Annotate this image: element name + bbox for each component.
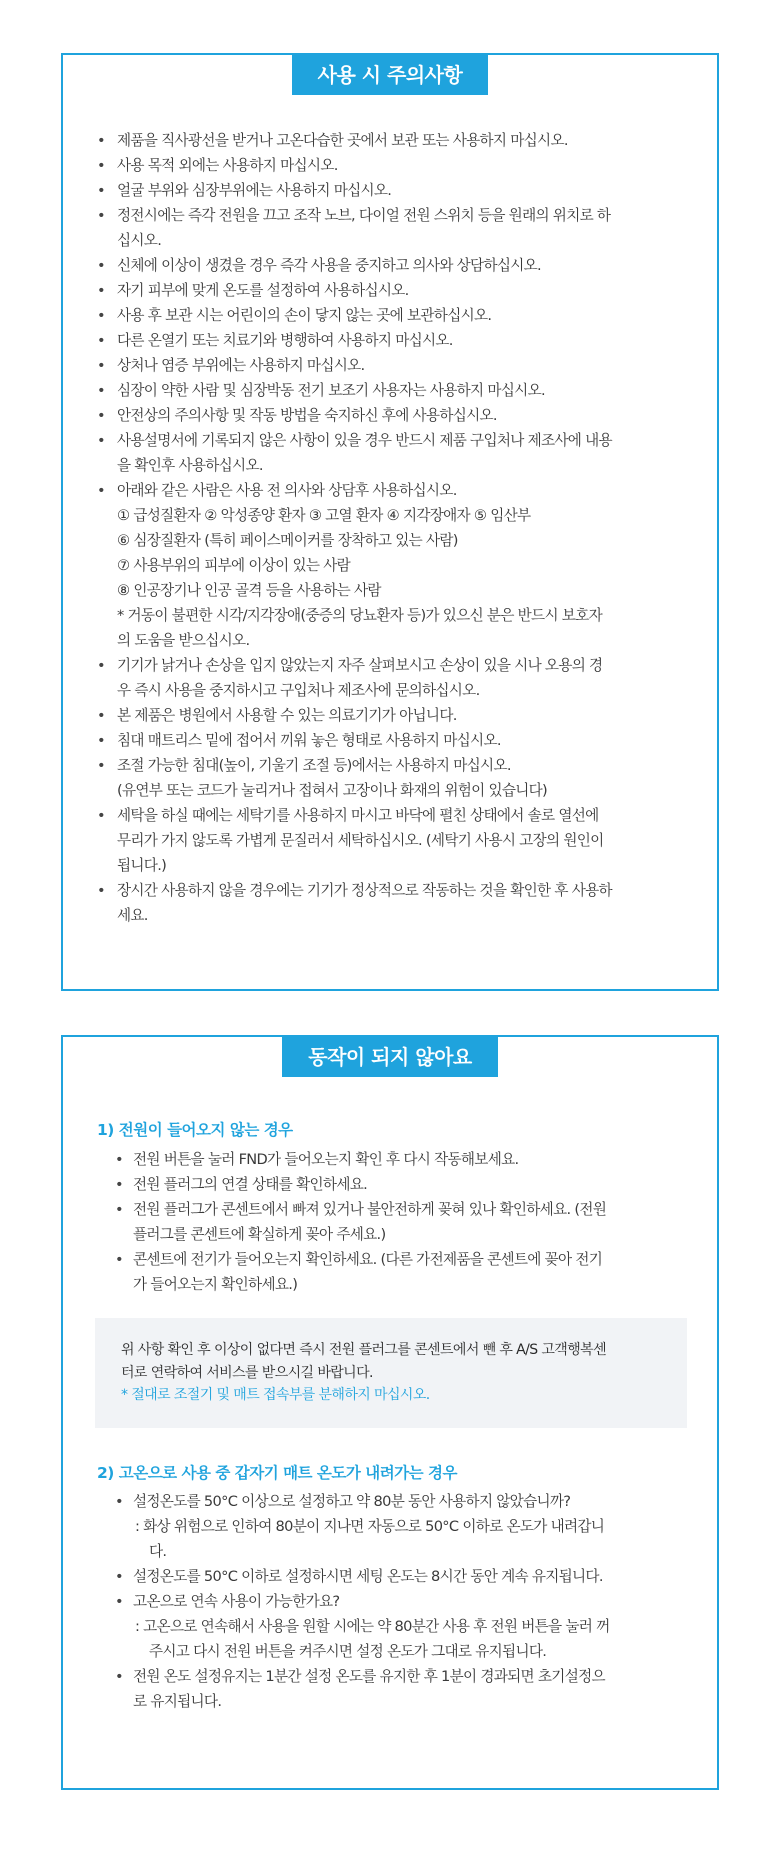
power-issue-heading: 1) 전원이 들어오지 않는 경우 xyxy=(97,1121,293,1139)
list-item: • 사용 목적 외에는 사용하지 마십시오. xyxy=(93,153,693,178)
list-item: • 전원 온도 설정유지는 1분간 설정 온도를 유지한 후 1분이 경과되면 초기설정으 xyxy=(115,1664,695,1689)
precautions-section xyxy=(61,53,719,991)
list-item: • 자기 피부에 맞게 온도를 설정하여 사용하십시오. xyxy=(93,278,693,303)
temp-drop-list xyxy=(115,1489,695,1714)
list-item: • 침대 매트리스 밑에 접어서 끼워 놓은 형태로 사용하지 마십시오. xyxy=(93,728,693,753)
list-item: • 전원 플러그가 콘센트에서 빠져 있거나 불안전하게 꽂혀 있나 확인하세요. (전원 xyxy=(115,1197,695,1222)
list-item-continuation: 의 도움을 받으십시오. xyxy=(117,632,250,649)
list-item: • 다른 온열기 또는 치료기와 병행하여 사용하지 마십시오. xyxy=(93,328,693,353)
list-item-continuation: 우 즉시 사용을 중지하시고 구입처나 제조사에 문의하십시오. xyxy=(117,682,480,699)
list-item: • 전원 플러그의 연결 상태를 확인하세요. xyxy=(115,1172,695,1197)
list-item: • 장시간 사용하지 않을 경우에는 기기가 정상적으로 작동하는 것을 확인한 후 사용하 xyxy=(93,878,693,903)
list-item: • 정전시에는 즉각 전원을 끄고 조작 노브, 다이얼 전원 스위치 등을 원래의 위치로 하 xyxy=(93,203,693,228)
power-issue-list xyxy=(115,1147,695,1297)
list-item: • 본 제품은 병원에서 사용할 수 있는 의료기기가 아닙니다. xyxy=(93,703,693,728)
list-item: • 고온으로 연속 사용이 가능한가요? xyxy=(115,1589,695,1614)
list-item: • 제품을 직사광선을 받거나 고온다습한 곳에서 보관 또는 사용하지 마십시오. xyxy=(93,128,693,153)
notice-line-1: 위 사항 확인 후 이상이 없다면 즉시 전원 플러그를 콘센트에서 뺀 후 A/S 고객행복센 xyxy=(121,1342,606,1358)
list-item: • 조절 가능한 침대(높이, 기울기 조절 등)에서는 사용하지 마십시오. xyxy=(93,753,693,778)
troubleshooting-title: 동작이 되지 않아요 xyxy=(282,1037,498,1077)
service-notice xyxy=(95,1318,687,1428)
list-item-continuation: 무리가 가지 않도록 가볍게 문질러서 세탁하십시오. (세탁기 사용시 고장의 원인이 xyxy=(117,832,604,849)
list-item-continuation: 십시오. xyxy=(117,232,162,249)
precautions-list xyxy=(93,128,693,928)
list-item-continuation: 로 유지됩니다. xyxy=(133,1693,222,1710)
notice-line-2: 터로 연락하여 서비스를 받으시길 바랍니다. xyxy=(121,1364,373,1381)
list-item-continuation: 세요. xyxy=(117,907,148,924)
list-item: • 안전상의 주의사항 및 작동 방법을 숙지하신 후에 사용하십시오. xyxy=(93,403,693,428)
list-item-continuation: ① 급성질환자 ② 악성종양 환자 ③ 고열 환자 ④ 지각장애자 ⑤ 임산부 xyxy=(117,507,531,524)
list-item: • 상처나 염증 부위에는 사용하지 마십시오. xyxy=(93,353,693,378)
list-item-continuation: : 화상 위험으로 인하여 80분이 지나면 자동으로 50°C 이하로 온도가 내려갑니 xyxy=(135,1518,605,1535)
notice-warning: * 절대로 조절기 및 매트 접속부를 분해하지 마십시오. xyxy=(121,1387,430,1403)
list-item-continuation: * 거동이 불편한 시각/지각장애(중증의 당뇨환자 등)가 있으신 분은 반드시 보호자 xyxy=(117,607,602,624)
list-item-continuation: 플러그를 콘센트에 확실하게 꽂아 주세요.) xyxy=(133,1226,386,1243)
list-item: • 세탁을 하실 때에는 세탁기를 사용하지 마시고 바닥에 펼친 상태에서 솔로 열선에 xyxy=(93,803,693,828)
list-item: • 사용설명서에 기록되지 않은 사항이 있을 경우 반드시 제품 구입처나 제조사에 내용 xyxy=(93,428,693,453)
list-item-continuation: (유연부 또는 코드가 눌리거나 접혀서 고장이나 화재의 위험이 있습니다) xyxy=(117,782,548,799)
list-item: • 신체에 이상이 생겼을 경우 즉각 사용을 중지하고 의사와 상담하십시오. xyxy=(93,253,693,278)
list-item-continuation: 가 들어오는지 확인하세요.) xyxy=(133,1276,298,1293)
list-item-continuation: ⑥ 심장질환자 (특히 페이스메이커를 장착하고 있는 사람) xyxy=(117,532,458,549)
list-item-continuation: 다. xyxy=(149,1543,167,1560)
list-item-continuation: ⑧ 인공장기나 인공 골격 등을 사용하는 사람 xyxy=(117,582,381,599)
list-item: • 설정온도를 50°C 이상으로 설정하고 약 80분 동안 사용하지 않았습니까? xyxy=(115,1489,695,1514)
precautions-title: 사용 시 주의사항 xyxy=(292,55,488,95)
list-item: • 콘센트에 전기가 들어오는지 확인하세요. (다른 가전제품을 콘센트에 꽂아 전기 xyxy=(115,1247,695,1272)
list-item: • 전원 버튼을 눌러 FND가 들어오는지 확인 후 다시 작동해보세요. xyxy=(115,1147,695,1172)
list-item-continuation: 을 확인후 사용하십시오. xyxy=(117,457,263,474)
list-item: • 얼굴 부위와 심장부위에는 사용하지 마십시오. xyxy=(93,178,693,203)
list-item-continuation: : 고온으로 연속해서 사용을 원할 시에는 약 80분간 사용 후 전원 버튼을 눌러 꺼 xyxy=(135,1618,610,1635)
list-item: • 사용 후 보관 시는 어린이의 손이 닿지 않는 곳에 보관하십시오. xyxy=(93,303,693,328)
list-item: • 기기가 낡거나 손상을 입지 않았는지 자주 살펴보시고 손상이 있을 시나 오용의 경 xyxy=(93,653,693,678)
list-item-continuation: 주시고 다시 전원 버튼을 켜주시면 설정 온도가 그대로 유지됩니다. xyxy=(149,1643,547,1660)
list-item: • 심장이 약한 사람 및 심장박동 전기 보조기 사용자는 사용하지 마십시오. xyxy=(93,378,693,403)
list-item: • 설정온도를 50°C 이하로 설정하시면 세팅 온도는 8시간 동안 계속 유지됩니다. xyxy=(115,1564,695,1589)
troubleshooting-section xyxy=(61,1035,719,1790)
temp-drop-heading: 2) 고온으로 사용 중 갑자기 매트 온도가 내려가는 경우 xyxy=(97,1464,457,1482)
list-item-continuation: ⑦ 사용부위의 피부에 이상이 있는 사람 xyxy=(117,557,351,574)
list-item: • 아래와 같은 사람은 사용 전 의사와 상담후 사용하십시오. xyxy=(93,478,693,503)
list-item-continuation: 됩니다.) xyxy=(117,857,167,874)
